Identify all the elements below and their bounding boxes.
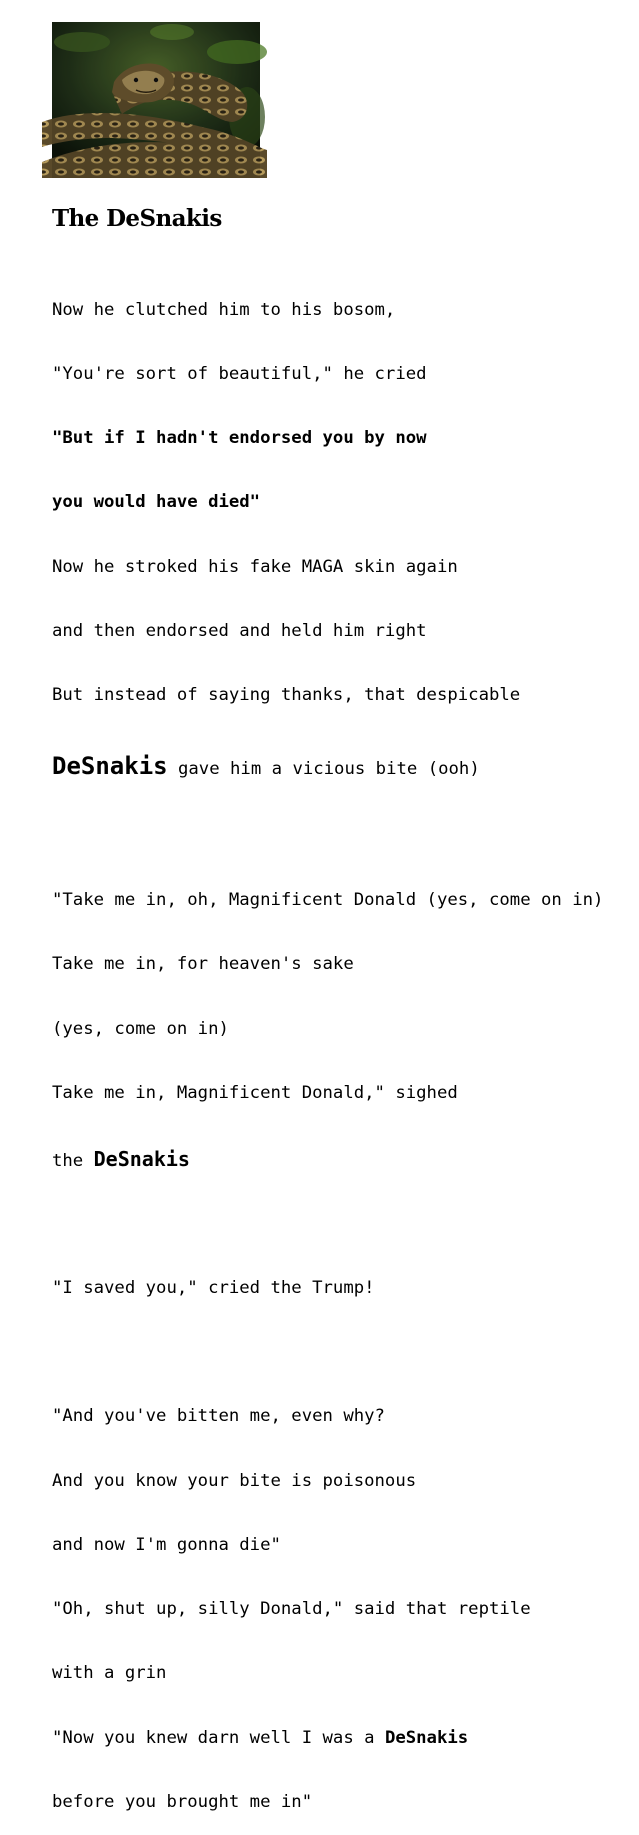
page-title: The DeSnakis [52, 205, 222, 232]
desnakis-emphasis: DeSnakis [93, 1147, 190, 1172]
desnakis-emphasis: DeSnakis [52, 752, 168, 781]
poem-line: and then endorsed and held him right [52, 620, 427, 641]
poem-line [52, 1147, 639, 1171]
poem-line-pre: the [52, 1151, 94, 1172]
poem-line [52, 1728, 639, 1749]
poem-line-rest: gave him a vicious bite (ooh) [167, 759, 480, 780]
poem-line: And you know your bite is poisonous [52, 1470, 417, 1491]
poem-line: with a grin [52, 1663, 167, 1684]
poem-line-pre: "Now you knew darn well I was a [52, 1727, 385, 1748]
poem-text [52, 257, 639, 1835]
poem-line: and now I'm gonna die" [52, 1534, 281, 1555]
poem-line: "Take me in, oh, Magnificent Donald (yes, come on in) [52, 890, 604, 911]
poem-line: before you brought me in" [52, 1791, 313, 1812]
stanza-break [52, 1214, 639, 1235]
poem-line [52, 749, 639, 783]
poem-line: "Oh, shut up, silly Donald," said that reptile [52, 1599, 531, 1620]
stanza-break [52, 826, 639, 847]
poem-line: But instead of saying thanks, that despicable [52, 685, 521, 706]
poem-line: "And you've bitten me, even why? [52, 1406, 385, 1427]
stanza-break [52, 1342, 639, 1363]
poem-line: Take me in, for heaven's sake [52, 954, 354, 975]
python-snake-image [52, 22, 260, 178]
poem-line: "You're sort of beautiful," he cried [52, 364, 427, 385]
snake-photo [52, 22, 260, 178]
poem-line: Now he stroked his fake MAGA skin again [52, 556, 458, 577]
desnakis-emphasis: DeSnakis [384, 1727, 469, 1748]
poem-line: (yes, come on in) [52, 1018, 229, 1039]
poem-line-bold: "But if I hadn't endorsed you by now [52, 428, 427, 449]
poem-line: Now he clutched him to his bosom, [52, 299, 396, 320]
poem-line-bold: you would have died" [52, 492, 261, 513]
poem-line: Take me in, Magnificent Donald," sighed [52, 1082, 458, 1103]
poem-line: "I saved you," cried the Trump! [52, 1278, 375, 1299]
